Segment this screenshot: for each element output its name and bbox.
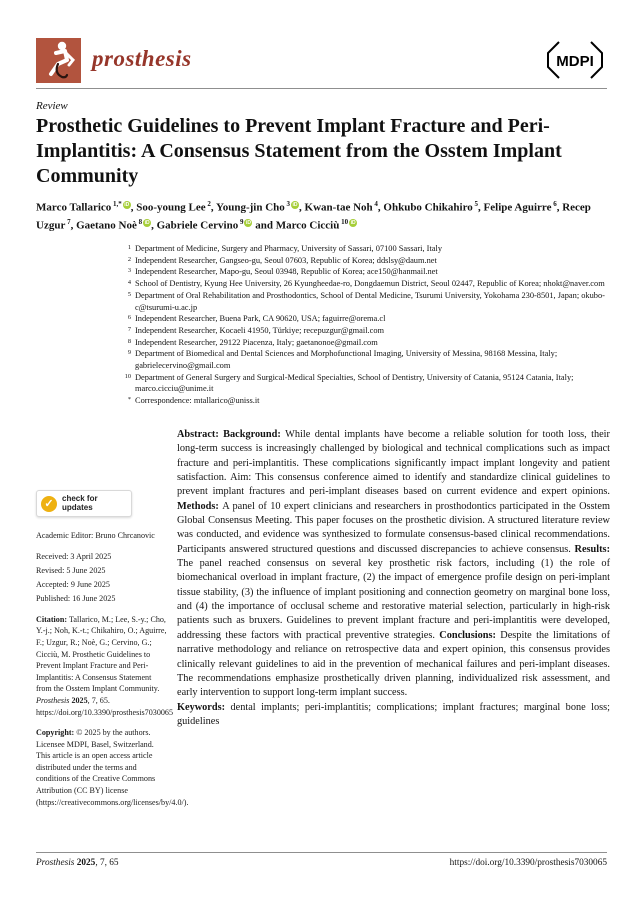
affiliation-list (122, 243, 610, 407)
author-affiliation-marker: 8 (136, 217, 143, 226)
mdpi-logo (543, 40, 607, 80)
affiliation-marker: 10 (124, 372, 131, 380)
affiliation-marker: 6 (127, 314, 131, 322)
orcid-icon[interactable]: iD (245, 219, 251, 226)
journal-name: prosthesis (92, 46, 192, 71)
affiliation-item (122, 395, 610, 407)
text-segment: 2025 (71, 695, 88, 705)
author-name: Kwan-tae Noh (304, 201, 373, 214)
affiliation-text: Department of General Surgery and Surgical-Medical Specialties, School of Dentistry, University of Catania, 95124 Catania, Italy; marco.cicciu@unime.it (135, 372, 574, 394)
affiliation-text: Independent Researcher, 29122 Piacenza, Italy; gaetanonoe@gmail.com (135, 337, 378, 347)
orcid-icon[interactable]: iD (144, 219, 150, 226)
author-name: Young-jin Cho (215, 201, 285, 214)
text-segment: Results: (574, 543, 610, 555)
check-icon: ✓ (41, 496, 57, 512)
author-affiliation-marker: 6 (551, 200, 557, 208)
affiliation-text: Independent Researcher, Buena Park, CA 90620, USA; faguirre@orema.cl (135, 314, 386, 324)
affiliation-text: Independent Researcher, Kocaeli 41950, Türkiye; recepuzgur@gmail.com (135, 325, 385, 335)
author-affiliation-marker: 3 (284, 200, 291, 208)
academic-editor: Academic Editor: Bruno Chrcanovic (36, 531, 155, 540)
affiliation-item (122, 255, 610, 267)
affiliation-marker: 9 (127, 349, 131, 357)
dates-block (36, 551, 169, 605)
affiliation-item (122, 348, 610, 371)
author-name: Recep Uzgur (36, 201, 591, 232)
runner-icon (36, 38, 81, 83)
text-segment: , 7, 65. https://doi.org/10.3390/prosthesis7030065 (36, 695, 174, 717)
author-affiliation-marker: 1,* (111, 200, 122, 208)
affiliation-text: Department of Medicine, Surgery and Pharmacy, University of Sassari, 07100 Sassari, Italy (135, 244, 443, 253)
affiliation-item (122, 337, 610, 349)
author-name: Marco Cicciù (275, 219, 340, 232)
footer-doi-link[interactable]: https://doi.org/10.3390/prosthesis7030065 (449, 858, 607, 868)
affiliation-item (122, 243, 610, 255)
abstract-column (177, 428, 610, 729)
author-line: Marco Tallarico $^{1,*}$ iD , Soo-young Lee $^2$, Young-jin Cho $^3$ iD , Kwan-tae Noh $^4$, Ohkubo Chikahiro $^5$, Felipe Aguirre $^6$, Recep Uzgur $^7$, Gaetano Noè $^8$ iD , Gabriele Cervino $^9$ iD and Marco Cicciù $^{10}$ iD (36, 200, 591, 232)
text-segment: dental implants; peri-implantitis; complications; implant fractures; marginal bone loss; guidelines (177, 701, 610, 727)
affiliation-marker: 2 (127, 255, 131, 263)
text-segment: A panel of 10 expert clinicians and researchers in prosthodontics participated in the Osstem Global Consensus Meeting. This paper focuses on the prosthetic division. A structured literature review was conducted, and evidence was synthesized to formulate consensus-based clinical recommendations. Participants answered structured questions and discussed discrepancies to achieve consensus. (177, 500, 610, 555)
affiliation-marker: 4 (127, 279, 131, 287)
author-affiliation-marker: 10 (339, 217, 349, 226)
author-name: Gabriele Cervino (156, 219, 239, 232)
affiliation-marker: 1 (127, 244, 131, 251)
published-date: Published: 16 June 2025 (36, 594, 116, 604)
author-name: Felipe Aguirre (483, 201, 552, 214)
revised-date: Revised: 5 June 2025 (36, 565, 106, 575)
author-name: Soo-young Lee (136, 201, 206, 214)
affiliation-text: Department of Biomedical and Dental Sciences and Morphofunctional Imaging, University of Messina, 98168 Messina, Italy; gabrielecervino@gmail.com (135, 349, 558, 371)
affiliation-text: Independent Researcher, Mapo-gu, Seoul 03948, Republic of Korea; ace150@hanmail.net (135, 267, 438, 277)
journal-logo (36, 38, 81, 83)
text-segment: Despite the limitations of narrative methodology and reliance on retrospective data and expert opinion, this consensus provides clinically relevant guidelines to aid in the prevention of mechanical failures and peri-implant diseases. The recommendations emphasize prosthetically driven planning, individualized risk assessment, and early intervention to support long-term implant success. (177, 629, 610, 699)
author-affiliation-marker: 4 (372, 200, 378, 208)
text-segment: Copyright: (36, 728, 77, 738)
affiliation-text: School of Dentistry, Kyung Hee University, 26 Kyungheedae-ro, Dongdaemun District, Seoul 02447, Republic of Korea; nhokt@naver.com (135, 279, 605, 289)
orcid-icon[interactable]: iD (124, 202, 130, 208)
affiliation-item (122, 313, 610, 325)
author-affiliation-marker: 7 (65, 217, 71, 226)
author-name: Marco Tallarico (36, 201, 112, 214)
affiliation-marker: * (127, 396, 131, 404)
keywords-text (177, 701, 610, 730)
copyright-text (36, 727, 189, 808)
affiliation-text: Independent Researcher, Gangseo-gu, Seoul 07603, Republic of Korea; ddslsy@daum.net (135, 255, 437, 265)
footer-journal-ref (36, 858, 119, 868)
affiliation-item (122, 325, 610, 337)
received-date: Received: 3 April 2025 (36, 551, 112, 561)
text-segment: Abstract: (177, 429, 224, 440)
text-segment: Conclusions: (439, 629, 501, 641)
page-title: Prosthetic Guidelines to Prevent Implant Fracture and Peri-Implantitis: A Consensus Statement from the Osstem Implant Community (36, 115, 562, 187)
affiliation-item (122, 266, 610, 278)
affiliation-item (122, 278, 610, 290)
affiliation-marker: 8 (127, 337, 131, 345)
text-segment: Prosthesis (36, 695, 72, 705)
orcid-icon[interactable]: iD (350, 219, 356, 226)
accepted-date: Accepted: 9 June 2025 (36, 579, 110, 589)
sidebar-meta-column (36, 490, 189, 817)
footer-divider (36, 852, 607, 853)
affiliation-text: Correspondence: mtallarico@uniss.it (135, 396, 260, 406)
article-type-label: Review (36, 100, 68, 112)
header-divider (36, 88, 607, 89)
check-for-updates-label: check for updates (62, 494, 98, 512)
text-segment: Citation: (36, 614, 70, 624)
text-segment: Methods: (177, 500, 223, 512)
text-segment: , 7, 65 (95, 858, 119, 868)
affiliation-text: Department of Oral Rehabilitation and Prosthodontics, School of Dental Medicine, Tsurumi University, Yokohama 230-8501, Japan; okubo-c@tsurumi-u.ac.jp (135, 290, 605, 312)
text-segment: The panel reached consensus on several key prosthetic risk factors, including (1) the role of biomechanical overload in implant fracture, (2) the impact of emergence profile design on peri-implant tissue stability, (3) the influence of implant positioning and connection geometry on marginal bone loss, and (4) the importance of occlusal scheme and restorative material selection, particularly in high-risk patients such as bruxers. Guidelines to prevent implant fracture and peri-implantitis were developed, addressing these factors with practical preventive strategies. (177, 558, 610, 641)
author-name: Gaetano Noè (76, 219, 137, 232)
check-for-updates-badge[interactable] (36, 490, 132, 517)
text-segment: Keywords: (177, 701, 231, 713)
text-segment: Tallarico, M.; Lee, S.-y.; Cho, Y.-j.; Noh, K.-t.; Chikahiro, O.; Aguirre, F.; Uzgur, R.; Noè, G.; Cervino, G.; Cicciù, M. Prosthetic Guidelines to Prevent Implant Fracture and Peri-Implantitis: A Consensus Statement from the Osstem Implant Community. (36, 614, 167, 694)
affiliation-item (122, 290, 610, 313)
orcid-icon[interactable]: iD (292, 202, 298, 208)
text-segment: Prosthesis (36, 858, 77, 868)
affiliation-marker: 3 (127, 267, 131, 275)
citation-text (36, 614, 174, 718)
affiliation-item (122, 372, 610, 395)
text-segment: While dental implants have become a reliable solution for tooth loss, their long-term success is increasingly challenged by biological and technical complications such as impact fracture and peri-implantitis. These complications significantly impact implant longevity and patient satisfaction. Aim: This consensus conference aimed to identify and standardize clinical guidelines to prevent implant fractures and peri-implant diseases based on current evidence and expert opinions. (177, 429, 610, 498)
text-segment: Background: (223, 429, 286, 440)
author-affiliation-marker: 2 (205, 200, 211, 208)
text-segment: © 2025 by the authors. Licensee MDPI, Basel, Switzerland. This article is an open access article distributed under the terms and conditions of the Creative Commons Attribution (CC BY) license (https://creativecommons.org/licenses/by/4.0/). (36, 728, 189, 807)
svg-text:MDPI: MDPI (556, 53, 594, 70)
affiliation-marker: 7 (127, 325, 131, 333)
author-affiliation-marker: 5 (472, 200, 479, 208)
abstract-text (177, 428, 610, 701)
text-segment: 2025 (76, 858, 96, 868)
author-affiliation-marker: 9 (238, 217, 244, 226)
affiliation-marker: 5 (127, 290, 131, 298)
author-name: Ohkubo Chikahiro (383, 201, 473, 214)
